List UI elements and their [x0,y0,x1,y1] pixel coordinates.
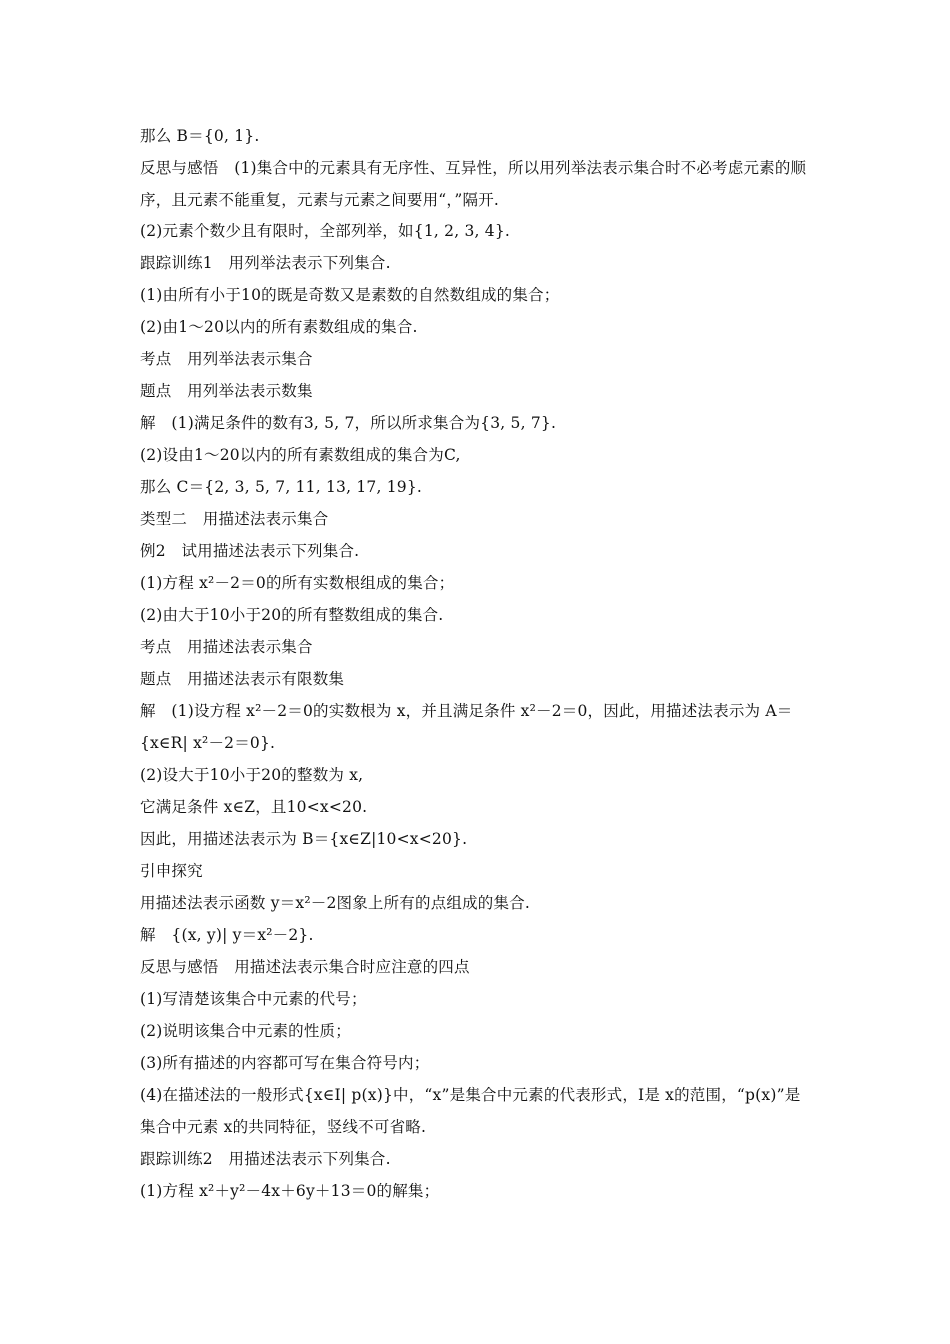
text-line: 例2 试用描述法表示下列集合. [140,542,360,560]
text-line: (2)元素个数少且有限时，全部列举，如{1, 2, 3, 4}. [140,222,511,240]
text-line: (1)方程 x²－2＝0的所有实数根组成的集合； [140,574,455,592]
text-line: 那么 C＝{2, 3, 5, 7, 11, 13, 17, 19}. [140,478,423,496]
text-line: 题点 用描述法表示有限数集 [140,670,345,688]
text-line: 用描述法表示函数 y＝x²－2图象上所有的点组成的集合. [140,894,531,912]
text-line: (1)写清楚该集合中元素的代号； [140,990,367,1008]
text-line: (2)设大于10小于20的整数为 x, [140,766,364,784]
section-heading: 引申探究 [140,862,203,880]
text-line: 因此，用描述法表示为 B＝{x∈Z|10<x<20}. [140,830,468,848]
section-heading: 类型二 用描述法表示集合 [140,510,329,528]
text-line: (2)说明该集合中元素的性质； [140,1022,351,1040]
text-line: 跟踪训练1 用列举法表示下列集合. [140,254,391,272]
text-line: (2)由1～20以内的所有素数组成的集合. [140,318,418,336]
text-line: (2)由大于10小于20的所有整数组成的集合. [140,606,444,624]
text-line: (1)由所有小于10的既是奇数又是素数的自然数组成的集合； [140,286,560,304]
text-line: 考点 用描述法表示集合 [140,638,313,656]
text-line: 考点 用列举法表示集合 [140,350,313,368]
text-paragraph: 解 (1)设方程 x²－2＝0的实数根为 x，并且满足条件 x²－2＝0，因此，用描述法表示为 A＝{x∈R| x²－2＝0}. [140,702,793,752]
text-line: 解 {(x, y)| y＝x²－2}. [140,926,314,944]
text-line: (1)方程 x²＋y²－4x＋6y＋13＝0的解集； [140,1182,440,1200]
text-line: 跟踪训练2 用描述法表示下列集合. [140,1150,391,1168]
text-paragraph: (4)在描述法的一般形式{x∈I| p(x)}中，“x”是集合中元素的代表形式，I是 x的范围，“p(x)”是集合中元素 x的共同特征，竖线不可省略. [140,1086,801,1136]
text-line: 题点 用列举法表示数集 [140,382,313,400]
text-line: (2)设由1～20以内的所有素数组成的集合为C, [140,446,461,464]
text-line: 反思与感悟 用描述法表示集合时应注意的四点 [140,958,470,976]
text-line: 解 (1)满足条件的数有3, 5, 7，所以所求集合为{3, 5, 7}. [140,414,557,432]
text-line: (3)所有描述的内容都可写在集合符号内； [140,1054,430,1072]
text-line: 它满足条件 x∈Z，且10<x<20. [140,798,368,816]
text-paragraph: 反思与感悟 (1)集合中的元素具有无序性、互异性，所以用列举法表示集合时不必考虑元素的顺序，且元素不能重复，元素与元素之间要用“，”隔开. [140,159,807,209]
text-line: 那么 B＝{0, 1}. [140,127,260,145]
